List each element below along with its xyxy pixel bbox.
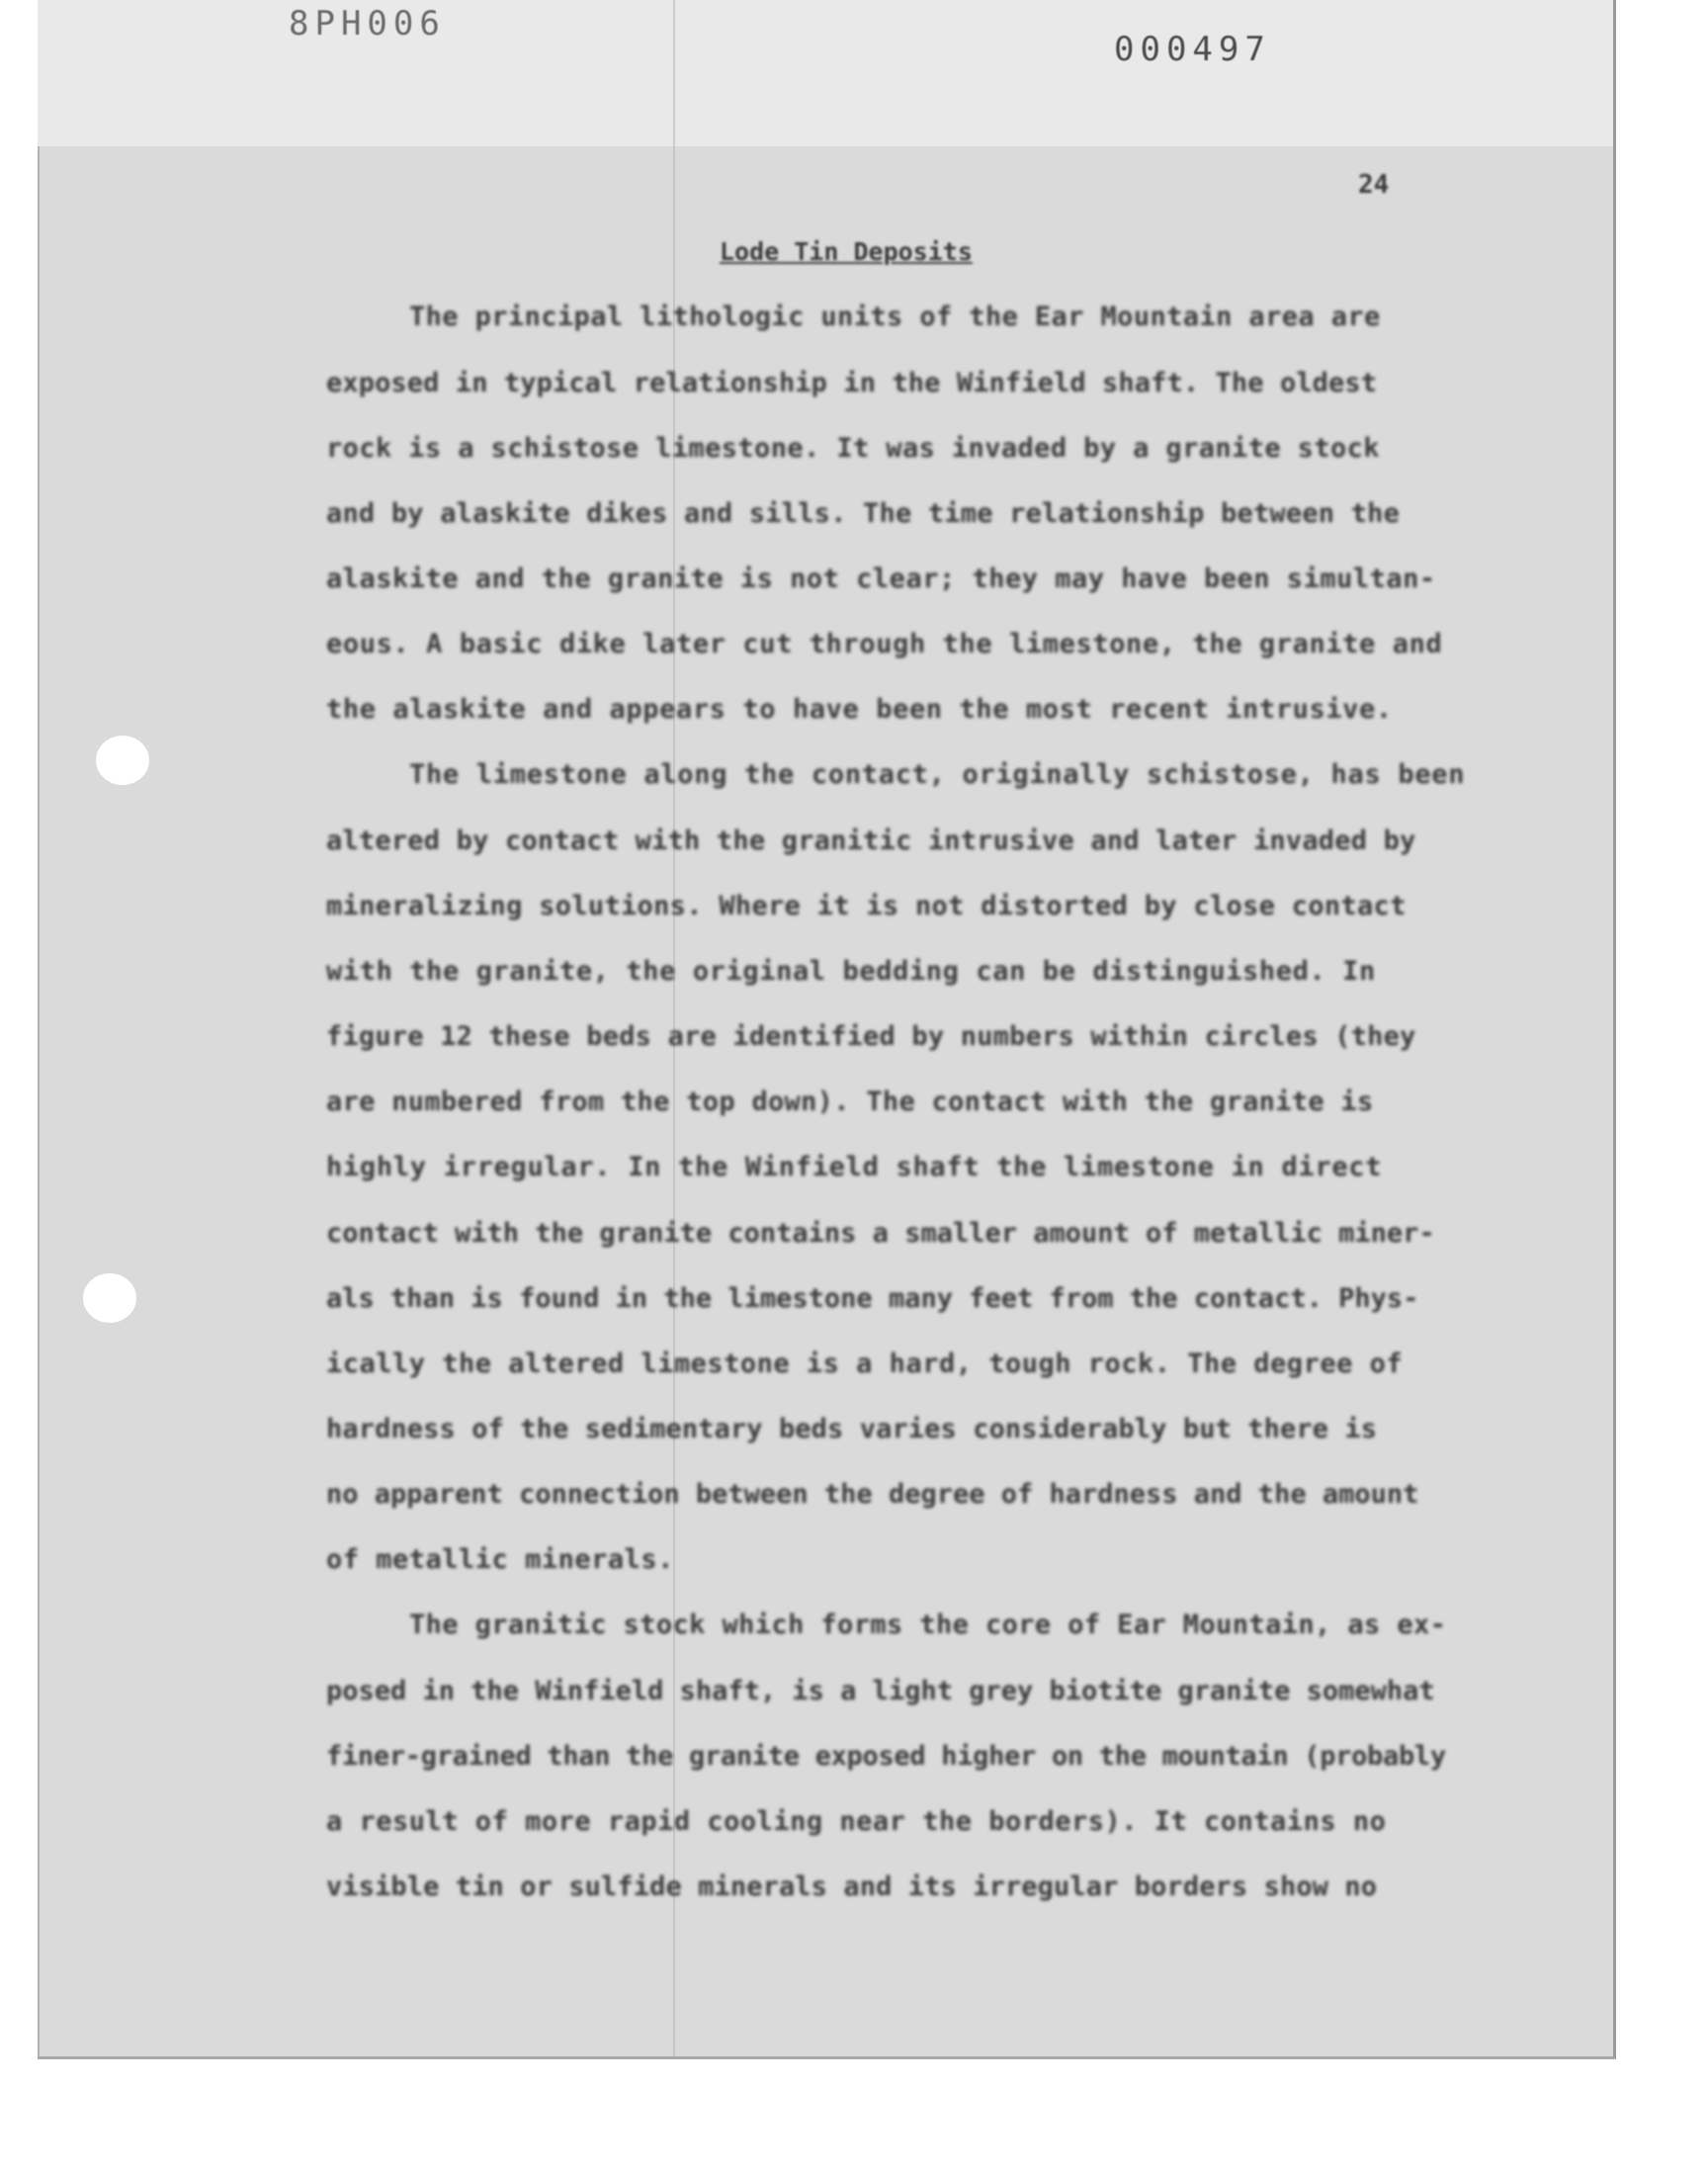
text-line: with the granite, the original bedding can be distinguished. In bbox=[326, 956, 1376, 987]
page-number: 24 bbox=[1358, 170, 1390, 200]
punch-hole-top bbox=[96, 736, 149, 785]
text-line: The principal lithologic units of the Ear Mountain area are bbox=[409, 302, 1381, 332]
text-line: ically the altered limestone is a hard, tough rock. The degree of bbox=[326, 1348, 1404, 1379]
text-line: altered by contact with the granitic intrusive and later invaded by bbox=[326, 826, 1416, 856]
bates-number-right: 000497 bbox=[1114, 30, 1271, 69]
text-line: The granitic stock which forms the core of Ear Mountain, as ex- bbox=[409, 1610, 1447, 1640]
text-line: of metallic minerals. bbox=[326, 1544, 674, 1575]
section-heading: Lode Tin Deposits bbox=[720, 237, 973, 266]
text-line: visible tin or sulfide minerals and its irregular borders show no bbox=[326, 1871, 1378, 1902]
text-line: finer-grained than the granite exposed higher on the mountain (probably bbox=[326, 1741, 1446, 1772]
scan-top-band bbox=[38, 0, 1613, 146]
text-line: The limestone along the contact, originally schistose, has been bbox=[409, 759, 1466, 790]
text-line: the alaskite and appears to have been the most recent intrusive. bbox=[326, 694, 1393, 725]
text-line: posed in the Winfield shaft, is a light grey biotite granite somewhat bbox=[326, 1676, 1435, 1706]
text-line: als than is found in the limestone many feet from the contact. Phys- bbox=[326, 1283, 1419, 1314]
text-line: mineralizing solutions. Where it is not distorted by close contact bbox=[326, 891, 1407, 921]
text-line: rock is a schistose limestone. It was invaded by a granite stock bbox=[326, 433, 1380, 464]
text-line: figure 12 these beds are identified by numbers within circles (they bbox=[326, 1021, 1416, 1052]
text-line: exposed in typical relationship in the Winfield shaft. The oldest bbox=[326, 368, 1378, 398]
text-line: a result of more rapid cooling near the borders). It contains no bbox=[326, 1806, 1387, 1837]
punch-hole-bottom bbox=[83, 1273, 136, 1323]
text-line: contact with the granite contains a smaller amount of metallic miner- bbox=[326, 1218, 1435, 1249]
text-line: no apparent connection between the degree of hardness and the amount bbox=[326, 1479, 1419, 1510]
text-line: alaskite and the granite is not clear; they may have been simultan- bbox=[326, 564, 1436, 594]
text-line: eous. A basic dike later cut through the limestone, the granite and bbox=[326, 629, 1443, 659]
text-line: highly irregular. In the Winfield shaft the limestone in direct bbox=[326, 1152, 1383, 1182]
text-line: are numbered from the top down). The contact with the granite is bbox=[326, 1087, 1374, 1117]
bates-number-left: 8PH006 bbox=[289, 4, 446, 44]
text-line: and by alaskite dikes and sills. The time relationship between the bbox=[326, 498, 1401, 529]
text-line: hardness of the sedimentary beds varies considerably but there is bbox=[326, 1414, 1378, 1444]
